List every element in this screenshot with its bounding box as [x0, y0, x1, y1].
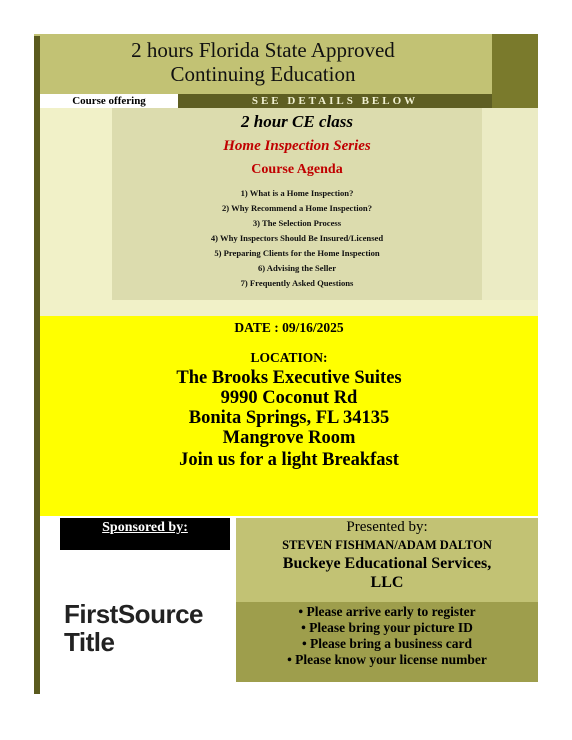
- see-details-label: SEE DETAILS BELOW: [251, 95, 419, 107]
- details-accent-block: [492, 94, 538, 108]
- page-title: [34, 38, 492, 86]
- venue-name: The Brooks Executive Suites: [176, 368, 402, 388]
- agenda-title: Course Agenda: [251, 162, 343, 177]
- company-line-1: Buckeye Educational Services,: [282, 555, 492, 572]
- header-accent-block: [492, 34, 538, 94]
- agenda-item: 6) Advising the Seller: [257, 263, 337, 273]
- presented-by-label: Presented by:: [346, 519, 428, 535]
- room-name: Mangrove Room: [222, 428, 356, 448]
- city-address: Bonita Springs, FL 34135: [188, 408, 390, 428]
- title-line-2: Continuing Education: [170, 62, 356, 86]
- sponsored-by-label: Sponsored by:: [102, 520, 188, 535]
- event-date: DATE : 09/16/2025: [234, 320, 344, 335]
- logo-line-1: FirstSource: [64, 599, 203, 629]
- company-line-2: LLC: [370, 574, 404, 591]
- note-item: • Please arrive early to register: [298, 604, 476, 619]
- course-offering-label: Course offering: [72, 95, 146, 107]
- breakfast-note: Join us for a light Breakfast: [179, 450, 399, 470]
- agenda-item: 2) Why Recommend a Home Inspection?: [222, 203, 372, 213]
- presenter-company: [236, 554, 538, 592]
- agenda-item: 4) Why Inspectors Should Be Insured/Licensed: [210, 233, 384, 243]
- agenda-list: [112, 186, 482, 291]
- agenda-item: 1) What is a Home Inspection?: [240, 188, 354, 198]
- title-line-1: 2 hours Florida State Approved: [131, 38, 395, 62]
- agenda-side-panel: [482, 108, 538, 300]
- location-label: LOCATION:: [250, 350, 328, 365]
- logo-line-2: Title: [64, 627, 115, 657]
- agenda-item: 7) Frequently Asked Questions: [240, 278, 354, 288]
- agenda-item: 5) Preparing Clients for the Home Inspection: [214, 248, 380, 258]
- agenda-item: 3) The Selection Process: [252, 218, 342, 228]
- note-item: • Please bring a business card: [301, 636, 473, 651]
- attendee-notes-list: [236, 604, 538, 668]
- firstsource-title-logo: [64, 600, 234, 656]
- street-address: 9990 Coconut Rd: [220, 388, 358, 408]
- note-item: • Please bring your picture ID: [301, 620, 473, 635]
- presenter-names: STEVEN FISHMAN/ADAM DALTON: [282, 538, 492, 552]
- ce-class-heading: 2 hour CE class: [241, 112, 353, 131]
- series-heading: Home Inspection Series: [223, 138, 371, 154]
- note-item: • Please know your license number: [287, 652, 487, 667]
